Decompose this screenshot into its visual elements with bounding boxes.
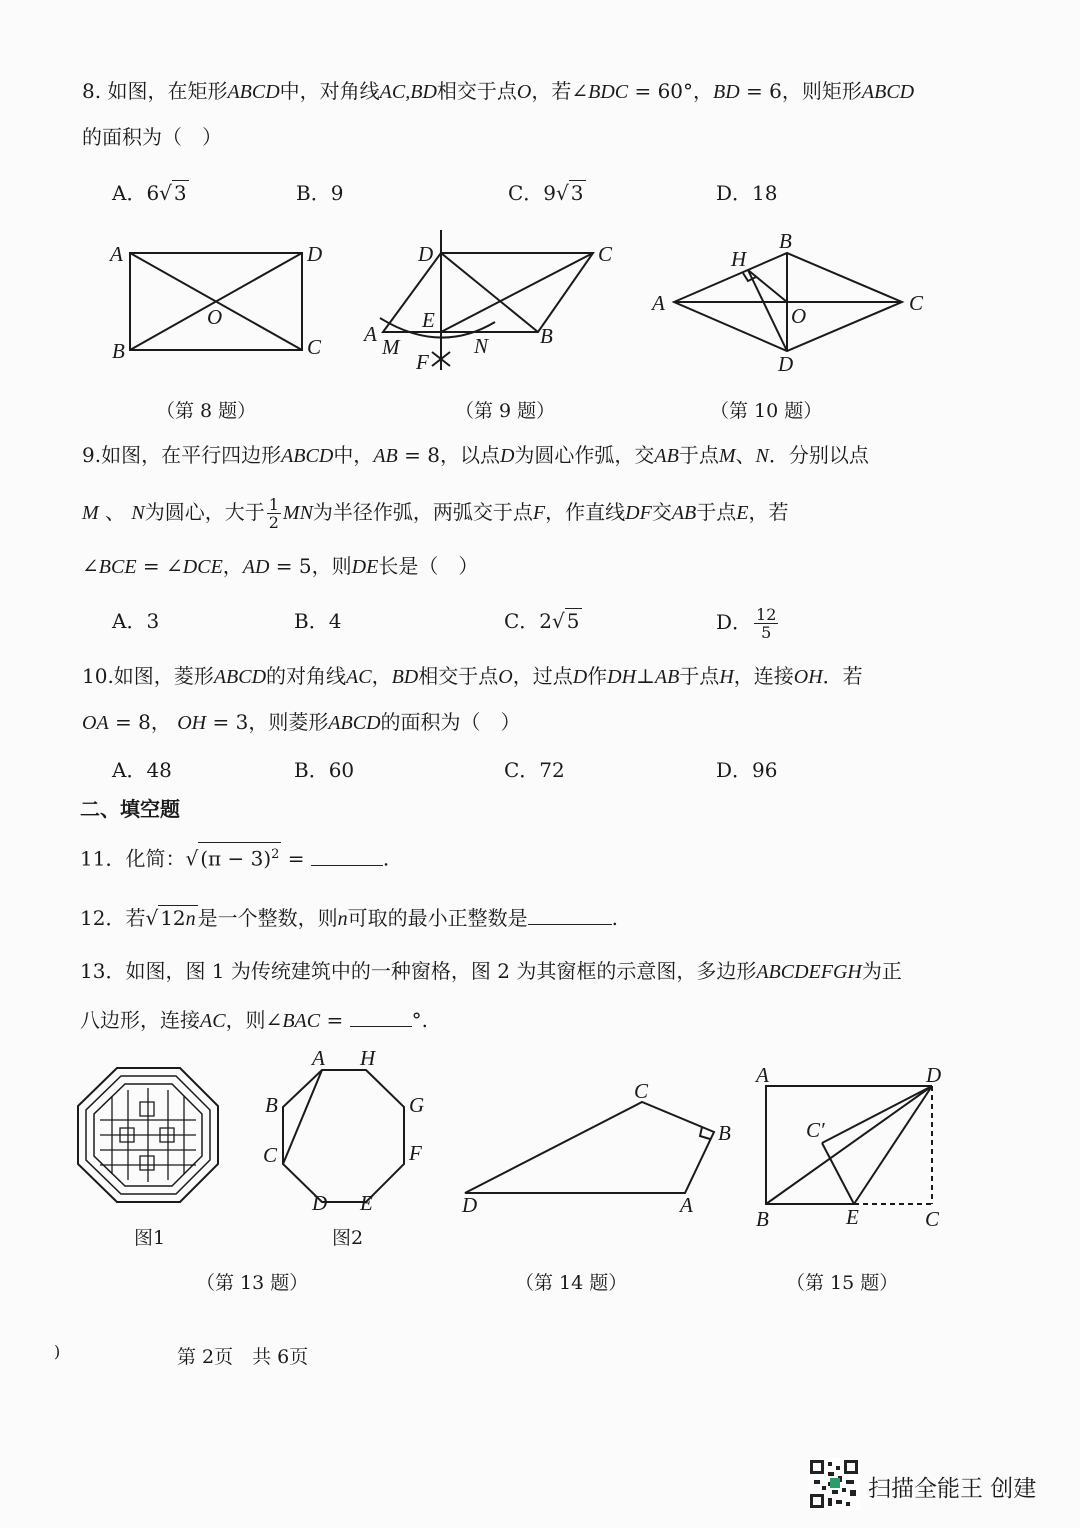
- q10-line2: OA = 8， OH = 3，则菱形ABCD的面积为（ ）: [82, 710, 521, 734]
- fig13-caption: （第 13 题）: [196, 1272, 309, 1294]
- fig15-label-a: A: [756, 1063, 769, 1087]
- qr-code-icon: [808, 1458, 860, 1510]
- q13-line2: 八边形，连接AC，则∠BAC = °.: [80, 1004, 428, 1036]
- q10-option-d: D．96: [716, 758, 778, 782]
- margin-mark: ): [54, 1342, 61, 1361]
- scanner-watermark: 扫描全能王 创建: [868, 1476, 1037, 1502]
- fig10-label-o: O: [791, 304, 807, 328]
- fig8-label-d: D: [307, 242, 323, 266]
- q9-line1: 9.如图，在平行四边形ABCD中，AB = 8，以点D为圆心作弧，交AB于点M、N．分别以点: [82, 443, 869, 467]
- fig15-label-c: C: [925, 1207, 940, 1231]
- fig9-label-a: A: [364, 322, 377, 346]
- q12: 12．若√ 12n 是一个整数，则n可取的最小正整数是 .: [80, 902, 618, 934]
- fig13-label-d: D: [312, 1191, 328, 1215]
- fig13-label-a: A: [312, 1046, 325, 1070]
- q11: 11．化简：√ $(\pi - 3)^2$ = .: [80, 842, 389, 874]
- q10-option-a: A．48: [112, 758, 172, 782]
- fig8-label-o: O: [207, 305, 223, 329]
- fraction-twelve-fifths: $\frac{12}{5}$: [756, 605, 777, 642]
- q12-answer-blank[interactable]: [528, 902, 612, 925]
- section2-title: 二、填空题: [80, 797, 180, 821]
- q9-line2: M 、 N为圆心，大于 $\frac{1}{2}$ MN为半径作弧，两弧交于点F，作直线DF交AB于点E，若: [82, 495, 789, 532]
- q8-option-a: A．6√ 3: [112, 181, 187, 205]
- fig8-rectangle: [130, 253, 302, 350]
- fig9-label-d: D: [418, 242, 434, 266]
- fig14-label-a: A: [680, 1193, 693, 1217]
- q9-option-b: B．4: [294, 609, 342, 633]
- fig15-label-d: D: [926, 1063, 942, 1087]
- figures-8-9-10: [0, 0, 1080, 400]
- fig9-label-m: M: [382, 335, 400, 359]
- fig13-label-b: B: [265, 1093, 278, 1117]
- fig13-fig1-label: 图1: [134, 1227, 166, 1249]
- fig14-label-b: B: [718, 1121, 731, 1145]
- fig9-label-f: F: [416, 350, 429, 374]
- q9-option-d: D． $\frac{12}{5}$: [716, 605, 777, 642]
- q8-line1: 8. 如图，在矩形ABCD中，对角线AC,BD相交于点O，若∠BDC = 60°，BD = 6，则矩形ABCD: [82, 79, 915, 103]
- fig8-label-b: B: [112, 339, 125, 363]
- fig10-label-c: C: [909, 291, 924, 315]
- q8-option-c: C．9√ 3: [508, 181, 584, 205]
- fig10-label-d: D: [778, 352, 794, 376]
- fig10-label-a: A: [652, 291, 665, 315]
- fig8-caption: （第 8 题）: [156, 400, 257, 422]
- q10-option-c: C．72: [504, 758, 565, 782]
- fig8-label-c: C: [307, 335, 322, 359]
- q9-option-c: C．2√ 5: [504, 609, 580, 633]
- figures-13-14-15: [0, 1040, 1080, 1240]
- q9-line3: ∠BCE = ∠DCE，AD = 5，则DE长是（ ）: [82, 554, 479, 578]
- fig14-caption: （第 14 题）: [515, 1272, 628, 1294]
- fraction-one-half: $\frac{1}{2}$: [268, 495, 279, 532]
- q8-option-d: D．18: [716, 181, 778, 205]
- fig13-fig2-label: 图2: [332, 1227, 364, 1249]
- fig14-label-d: D: [462, 1193, 478, 1217]
- q11-answer-blank[interactable]: [311, 843, 383, 866]
- fig10-caption: （第 10 题）: [710, 400, 823, 422]
- fig13-label-c: C: [263, 1143, 278, 1167]
- q13-answer-blank[interactable]: [350, 1004, 412, 1027]
- fig13-octagon: [283, 1070, 404, 1202]
- fig9-label-n: N: [474, 334, 489, 358]
- q9-option-a: A．3: [112, 609, 160, 633]
- fig15-label-b: B: [756, 1207, 769, 1231]
- q10-option-b: B．60: [294, 758, 355, 782]
- fig13-label-f: F: [409, 1141, 422, 1165]
- fig10-rhombus: [674, 253, 902, 351]
- fig15-caption: （第 15 题）: [786, 1272, 899, 1294]
- fig15-label-c-prime: C′: [806, 1118, 825, 1142]
- fig14-label-c: C: [634, 1079, 649, 1103]
- page-number: 第 2页 共 6页: [177, 1346, 309, 1368]
- fig14-quadrilateral: [465, 1102, 714, 1193]
- fig9-caption: （第 9 题）: [455, 400, 556, 422]
- fig13-label-g: G: [409, 1093, 425, 1117]
- fig15-label-e: E: [846, 1205, 859, 1229]
- fig13-label-e: E: [360, 1191, 373, 1215]
- fig15-rectangle-fold: [766, 1086, 932, 1204]
- fig9-label-b: B: [540, 324, 553, 348]
- q8-line2: 的面积为（ ）: [82, 125, 222, 149]
- fig10-label-b: B: [779, 229, 792, 253]
- fig13-label-h: H: [360, 1046, 376, 1070]
- fig9-label-c: C: [598, 242, 613, 266]
- fig8-label-a: A: [110, 242, 123, 266]
- q13-line1: 13．如图，图 1 为传统建筑中的一种窗格，图 2 为其窗框的示意图，多边形ABCDEFGH为正: [80, 959, 902, 983]
- q8-option-b: B．9: [296, 181, 344, 205]
- q10-line1: 10.如图，菱形ABCD的对角线AC，BD相交于点O，过点D作DH⊥AB于点H，连接OH．若: [82, 664, 863, 688]
- fig13-window-lattice: [78, 1068, 218, 1202]
- fig9-label-e: E: [422, 308, 435, 332]
- fig10-label-h: H: [731, 247, 747, 271]
